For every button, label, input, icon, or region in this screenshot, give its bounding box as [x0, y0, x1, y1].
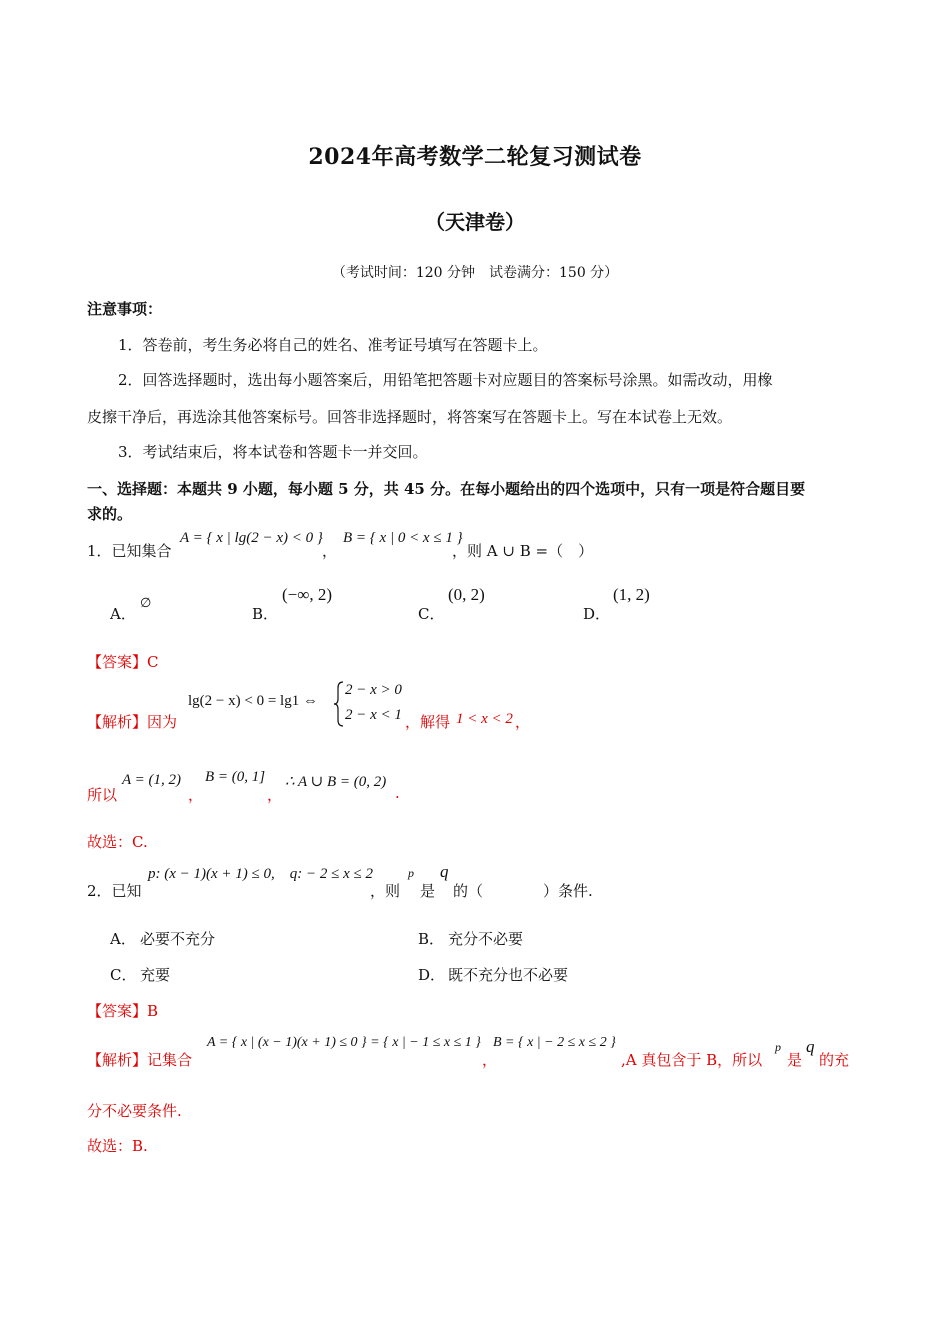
q2-analysis-line-2: 分不必要条件.	[87, 1102, 182, 1120]
q1-prefix: 1．已知集合	[87, 542, 172, 560]
q1-so-label: 所以	[87, 786, 118, 804]
q2-option-b-label: B．	[418, 930, 445, 948]
q2-analysis-is: 是	[787, 1051, 803, 1069]
page-title: 2024年高考数学二轮复习测试卷	[308, 144, 642, 170]
notice-item-1: 1．答卷前，考生务必将自己的姓名、准考证号填写在答题卡上。	[118, 336, 548, 354]
q1-analysis-result: 1 < x < 2	[456, 711, 513, 727]
q1-option-c-value: (0, 2)	[448, 585, 485, 604]
q1-period: .	[395, 784, 400, 802]
page-subtitle: （天津卷）	[425, 210, 525, 234]
q1-analysis-expr: lg(2 − x) < 0 = lg1 ⇔	[188, 693, 318, 709]
q2-analysis-p: p	[775, 1040, 781, 1054]
q1-sep-1: ，	[188, 786, 204, 804]
q1-option-d-value: (1, 2)	[613, 585, 650, 604]
q2-comma-2: ，	[482, 1051, 498, 1069]
q1-suffix: ，则 A ∪ B =（ ）	[452, 542, 594, 560]
q1-so-b: B = (0, 1]	[205, 769, 266, 785]
notice-item-3: 3．考试结束后，将本试卷和答题卡一并交回。	[118, 443, 428, 461]
q2-option-d-value: 既不充分也不必要	[448, 966, 569, 984]
q1-option-b-label: B．	[252, 605, 279, 623]
q2-set-a: A = { x | (x − 1)(x + 1) ≤ 0 } = { x | − 1 ≤ x ≤ 1 }	[207, 1035, 481, 1050]
q1-set-a: A = { x | lg(2 − x) < 0 }	[180, 530, 323, 546]
q2-is: 是	[420, 882, 436, 900]
q1-option-a-label: A．	[110, 605, 136, 623]
q2-answer: 【答案】B	[87, 1002, 159, 1020]
q1-option-b-value: (−∞, 2)	[282, 585, 333, 604]
q2-option-b-value: 充分不必要	[448, 930, 524, 948]
q2-option-c-value: 充要	[140, 966, 171, 984]
q1-comma: ，	[322, 542, 338, 560]
q2-prefix: 2．已知	[87, 882, 142, 900]
q2-option-a-label: A．	[110, 930, 136, 948]
q2-comma: ，则	[370, 882, 401, 900]
q2-option-d-label: D．	[418, 966, 446, 984]
q1-so-a: A = (1, 2)	[122, 772, 182, 788]
q2-q: q	[440, 862, 449, 881]
q1-system-line-1: 2 − x > 0	[345, 682, 402, 698]
q1-system-line-2: 2 − x < 1	[345, 707, 402, 723]
q2-suffix: 的（ ）条件.	[453, 882, 593, 900]
q1-so-union: ∴ A ∪ B = (0, 2)	[285, 774, 387, 790]
exam-info: （考试时间：120 分钟 试卷满分：150 分）	[331, 265, 619, 281]
q2-option-c-label: C．	[110, 966, 137, 984]
q2-analysis-q: q	[806, 1037, 815, 1056]
q1-analysis-label: 【解析】因为	[87, 713, 178, 731]
q1-answer: 【答案】C	[87, 653, 159, 671]
q2-analysis-label: 【解析】记集合	[87, 1051, 193, 1069]
q2-set-b: B = { x | − 2 ≤ x ≤ 2 }	[493, 1035, 616, 1050]
q1-set-b: B = { x | 0 < x ≤ 1 }	[343, 530, 463, 546]
q1-sep-2: ，	[267, 786, 283, 804]
q1-option-a-value: ∅	[140, 595, 152, 610]
q1-choose: 故选：C.	[87, 833, 148, 851]
system-brace-icon	[333, 680, 345, 728]
q2-condition: p: (x − 1)(x + 1) ≤ 0, q: − 2 ≤ x ≤ 2	[148, 866, 374, 882]
section-heading-cont: 求的。	[87, 505, 133, 523]
q1-option-d-label: D．	[583, 605, 611, 623]
q2-p: p	[408, 866, 414, 880]
notice-heading: 注意事项：	[87, 300, 163, 318]
q2-tail-1: ,A 真包含于 B，所以	[621, 1051, 763, 1069]
notice-item-2: 2．回答选择题时，选出每小题答案后，用铅笔把答题卡对应题目的答案标号涂黑。如需改动，用橡	[118, 371, 773, 389]
q2-choose: 故选：B.	[87, 1137, 148, 1155]
q1-analysis-end: ，	[515, 713, 531, 731]
notice-item-2-cont: 皮擦干净后，再选涂其他答案标号。回答非选择题时，将答案写在答题卡上。写在本试卷上无效。	[87, 408, 733, 426]
q1-analysis-tail: ，解得	[405, 713, 451, 731]
section-heading: 一、选择题：本题共 9 小题，每小题 5 分，共 45 分。在每小题给出的四个选项中，只有一项是符合题目要	[87, 480, 806, 498]
q2-tail-2: 的充	[819, 1051, 850, 1069]
q1-option-c-label: C．	[418, 605, 445, 623]
q2-option-a-value: 必要不充分	[140, 930, 216, 948]
